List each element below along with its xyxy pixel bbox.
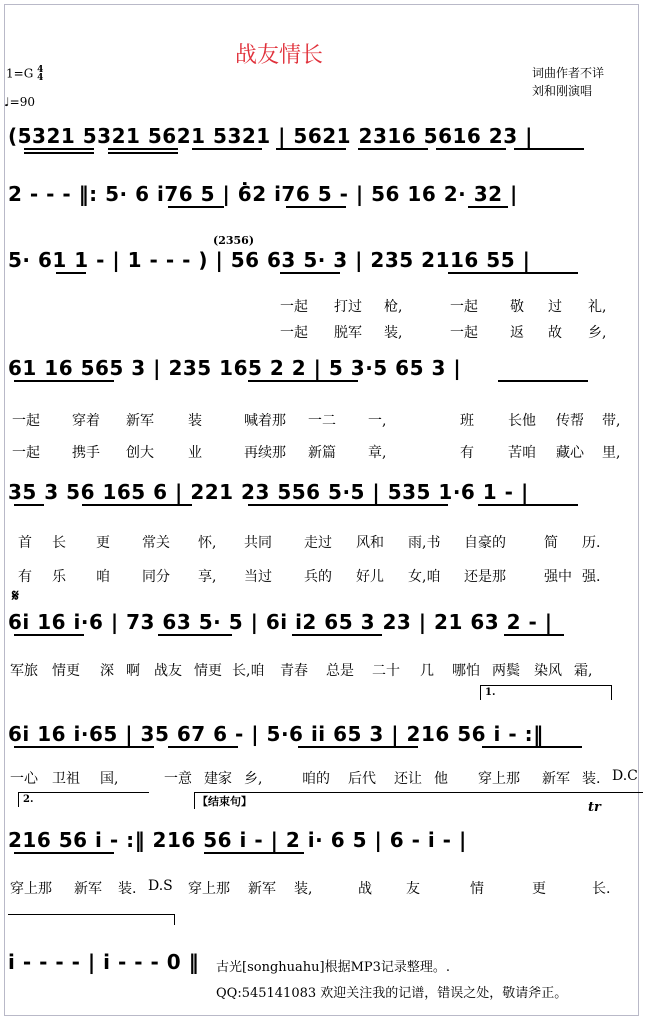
lyric-syllable: 咱的 bbox=[302, 771, 330, 787]
lyric-syllable: 新军 bbox=[248, 881, 276, 897]
lyric-syllable: 一起 bbox=[450, 299, 478, 315]
lyric-syllable: 深 bbox=[100, 663, 114, 679]
lyric-syllable: 乐 bbox=[52, 569, 66, 585]
lyric-syllable: 常关 bbox=[142, 535, 170, 551]
beam-underline bbox=[514, 148, 584, 150]
lyric-syllable: 雨,书 bbox=[408, 535, 441, 551]
notes-line: 5· 61 1 - | 1 - - - ) | 56 63 5· 3 | 235 2116 55 | bbox=[8, 248, 531, 272]
lyric-syllable: 装. bbox=[582, 771, 601, 787]
lyric-syllable: 霜, bbox=[574, 663, 593, 679]
notes-line: (5321 5321 5621 5321 | 5621 2316 5616 23 | bbox=[8, 124, 533, 148]
beam-underline bbox=[358, 148, 428, 150]
music-line bbox=[8, 176, 630, 222]
lyric-syllable: 友 bbox=[406, 881, 420, 897]
lyric-syllable: 强中 bbox=[544, 569, 572, 585]
notes-line: 6i 16 i·65 | 35 67 6 - | 5·6 ii 65 3 | 216 56 i - :‖ bbox=[8, 722, 544, 746]
lyric-syllable: 同分 bbox=[142, 569, 170, 585]
beam-underline bbox=[24, 152, 94, 154]
lyric-syllable: 再续那 bbox=[244, 445, 286, 461]
beam-underline bbox=[276, 148, 346, 150]
lyric-syllable: 国, bbox=[100, 771, 119, 787]
lyric-syllable: 战友 bbox=[154, 663, 182, 679]
lyric-syllable: 穿上那 bbox=[188, 881, 230, 897]
lyric-syllable: 好儿 bbox=[356, 569, 384, 585]
lyric-syllable: 情更 bbox=[194, 663, 222, 679]
beam-underline bbox=[468, 206, 508, 208]
lyric-syllable: 穿上那 bbox=[10, 881, 52, 897]
beam-underline bbox=[14, 852, 114, 854]
lyric-syllable: 情 bbox=[470, 881, 484, 897]
lyric-syllable: 长 bbox=[52, 535, 66, 551]
lyric-syllable: 班 bbox=[460, 413, 474, 429]
lyric-syllable: 他 bbox=[434, 771, 448, 787]
lyric-syllable: 新军 bbox=[74, 881, 102, 897]
music-line bbox=[8, 242, 630, 288]
footer-line-1: 古光[songhuahu]根据MP3记录整理。. bbox=[216, 960, 451, 975]
music-line bbox=[8, 474, 630, 520]
beam-underline bbox=[14, 504, 44, 506]
lyric-syllable: 长,咱 bbox=[232, 663, 265, 679]
lyric-syllable: 战 bbox=[358, 881, 372, 897]
lyric-syllable: 还让 bbox=[394, 771, 422, 787]
beam-underline bbox=[292, 634, 382, 636]
lyric-syllable: 女,咱 bbox=[408, 569, 441, 585]
lyric-syllable: 一二 bbox=[308, 413, 336, 429]
beam-underline bbox=[158, 634, 232, 636]
volta-bracket-2: 2. bbox=[18, 792, 149, 807]
lyric-syllable: 敬 bbox=[510, 299, 524, 315]
composer-credit: 词曲作者不详 bbox=[532, 66, 605, 80]
segno-sign: 𝄋 bbox=[12, 586, 19, 605]
beam-underline bbox=[14, 380, 114, 382]
beam-underline bbox=[204, 852, 304, 854]
beam-underline bbox=[248, 504, 448, 506]
music-line bbox=[8, 350, 630, 396]
beam-underline bbox=[168, 746, 238, 748]
lyric-syllable: 喊着那 bbox=[244, 413, 286, 429]
lyric-syllable: 更 bbox=[532, 881, 546, 897]
lyric-syllable: 共同 bbox=[244, 535, 272, 551]
lyric-syllable: 装, bbox=[384, 325, 403, 341]
beam-underline bbox=[24, 148, 94, 150]
lyric-syllable: 首 bbox=[18, 535, 32, 551]
beam-underline bbox=[448, 272, 578, 274]
lyric-syllable: 装, bbox=[294, 881, 313, 897]
notes-line: 35 3 56 165 6 | 221 23 556 5·5 | 535 1·6 1 - | bbox=[8, 480, 529, 504]
lyric-syllable: 一意 bbox=[164, 771, 192, 787]
lyric-syllable: 自豪的 bbox=[464, 535, 506, 551]
lyric-syllable: 更 bbox=[96, 535, 110, 551]
volta-bracket-1: 1. bbox=[480, 685, 612, 700]
beam-underline bbox=[108, 152, 178, 154]
lyric-syllable: 枪, bbox=[384, 299, 403, 315]
beam-underline bbox=[498, 380, 588, 382]
lyric-syllable: 卫祖 bbox=[52, 771, 80, 787]
lyric-syllable: 哪怕 bbox=[452, 663, 480, 679]
lyric-syllable: 军旅 bbox=[10, 663, 38, 679]
lyric-syllable: 新军 bbox=[542, 771, 570, 787]
lyric-syllable: 新军 bbox=[126, 413, 154, 429]
lyric-syllable: 建家 bbox=[204, 771, 232, 787]
music-line bbox=[8, 604, 630, 650]
lyric-syllable: 两鬓 bbox=[492, 663, 520, 679]
beam-underline bbox=[436, 148, 506, 150]
lyric-syllable: 长他 bbox=[508, 413, 536, 429]
lyric-syllable: 染风 bbox=[534, 663, 562, 679]
lyric-syllable: 一起 bbox=[12, 413, 40, 429]
lyric-syllable: 章, bbox=[368, 445, 387, 461]
bracket-line bbox=[8, 914, 175, 925]
lyric-syllable: 二十 bbox=[372, 663, 400, 679]
lyric-syllable: 强. bbox=[582, 569, 601, 585]
beam-underline bbox=[108, 148, 178, 150]
lyric-syllable: 一, bbox=[368, 413, 387, 429]
music-line bbox=[8, 118, 630, 164]
beam-underline bbox=[56, 272, 86, 274]
lyric-syllable: 装. bbox=[118, 881, 137, 897]
lyric-syllable: 长. bbox=[592, 881, 611, 897]
bracket-annotation: (2356) bbox=[213, 234, 255, 247]
lyric-syllable: 苦咱 bbox=[508, 445, 536, 461]
notes-line: 2 - - - ‖: 5· 6 i76 5 | 6̇2 i76 5 - | 56 16 2· 32 | bbox=[8, 182, 518, 206]
lyric-syllable: 有 bbox=[18, 569, 32, 585]
lyric-syllable: D.C bbox=[612, 768, 638, 784]
performer-credit: 刘和刚演唱 bbox=[532, 84, 593, 98]
lyric-syllable: 携手 bbox=[72, 445, 100, 461]
beam-underline bbox=[248, 380, 358, 382]
lyric-syllable: 几 bbox=[420, 663, 434, 679]
music-line bbox=[8, 822, 630, 868]
lyric-syllable: 脱军 bbox=[334, 325, 362, 341]
lyric-syllable: 一起 bbox=[450, 325, 478, 341]
lyric-syllable: D.S bbox=[148, 878, 173, 894]
lyric-syllable: 简 bbox=[544, 535, 558, 551]
lyric-syllable: 礼, bbox=[588, 299, 607, 315]
lyric-syllable: 咱 bbox=[96, 569, 110, 585]
lyric-syllable: 打过 bbox=[334, 299, 362, 315]
beam-underline bbox=[14, 634, 84, 636]
lyric-syllable: 一起 bbox=[280, 299, 308, 315]
beam-underline bbox=[504, 634, 564, 636]
lyric-syllable: 新篇 bbox=[308, 445, 336, 461]
lyric-syllable: 兵的 bbox=[304, 569, 332, 585]
song-title: 战友情长 bbox=[235, 43, 324, 68]
lyric-syllable: 故 bbox=[548, 325, 562, 341]
lyric-syllable: 过 bbox=[548, 299, 562, 315]
lyric-syllable: 有 bbox=[460, 445, 474, 461]
lyric-syllable: 一心 bbox=[10, 771, 38, 787]
time-signature: 4 4 bbox=[37, 65, 44, 83]
beam-underline bbox=[82, 504, 192, 506]
lyric-syllable: 装 bbox=[188, 413, 202, 429]
lyric-syllable: 一起 bbox=[280, 325, 308, 341]
lyric-syllable: 走过 bbox=[304, 535, 332, 551]
lyric-syllable: 还是那 bbox=[464, 569, 506, 585]
beam-underline bbox=[168, 206, 224, 208]
tempo-marking: ♩=90 bbox=[4, 95, 35, 109]
beam-underline bbox=[192, 148, 262, 150]
key-label: 1=G bbox=[6, 66, 34, 81]
beam-underline bbox=[286, 206, 346, 208]
notes-line: 6i 16 i·6 | 73 63 5· 5 | 6i i2 65 3 23 | 21 63 2 - | bbox=[8, 610, 553, 634]
lyric-syllable: 带, bbox=[602, 413, 621, 429]
lyric-syllable: 乡, bbox=[588, 325, 607, 341]
lyric-syllable: 乡, bbox=[244, 771, 263, 787]
notes-line: 216 56 i - :‖ 216 56 i - | 2 i· 6 5 | 6 - i - | bbox=[8, 828, 467, 852]
music-line bbox=[8, 716, 630, 762]
lyric-syllable: 风和 bbox=[356, 535, 384, 551]
key-signature bbox=[6, 66, 43, 82]
lyric-syllable: 啊 bbox=[126, 663, 140, 679]
lyric-syllable: 创大 bbox=[126, 445, 154, 461]
lyric-syllable: 里, bbox=[602, 445, 621, 461]
trill-mark: tr bbox=[588, 800, 601, 815]
lyric-syllable: 总是 bbox=[326, 663, 354, 679]
lyric-syllable: 传帮 bbox=[556, 413, 584, 429]
lyric-syllable: 穿着 bbox=[72, 413, 100, 429]
beam-underline bbox=[298, 746, 418, 748]
lyric-syllable: 享, bbox=[198, 569, 217, 585]
lyric-syllable: 当过 bbox=[244, 569, 272, 585]
lyric-syllable: 青春 bbox=[280, 663, 308, 679]
coda-label: 【结束句】 bbox=[194, 792, 643, 809]
beam-underline bbox=[482, 746, 582, 748]
lyric-syllable: 一起 bbox=[12, 445, 40, 461]
notes-line: i - - - - | i - - - 0 ‖ bbox=[8, 950, 200, 974]
footer-line-2: QQ:545141083 欢迎关注我的记谱，错误之处，敬请斧正。 bbox=[216, 986, 568, 1001]
lyric-syllable: 穿上那 bbox=[478, 771, 520, 787]
lyric-syllable: 情更 bbox=[52, 663, 80, 679]
beam-underline bbox=[14, 746, 154, 748]
lyric-syllable: 怀, bbox=[198, 535, 217, 551]
beam-underline bbox=[280, 272, 340, 274]
lyric-syllable: 藏心 bbox=[556, 445, 584, 461]
beam-underline bbox=[478, 504, 578, 506]
lyric-syllable: 业 bbox=[188, 445, 202, 461]
notes-line: 61 16 565 3 | 235 165 2 2 | 5 3·5 65 3 | bbox=[8, 356, 462, 380]
lyric-syllable: 返 bbox=[510, 325, 524, 341]
lyric-syllable: 历. bbox=[582, 535, 601, 551]
lyric-syllable: 后代 bbox=[348, 771, 376, 787]
